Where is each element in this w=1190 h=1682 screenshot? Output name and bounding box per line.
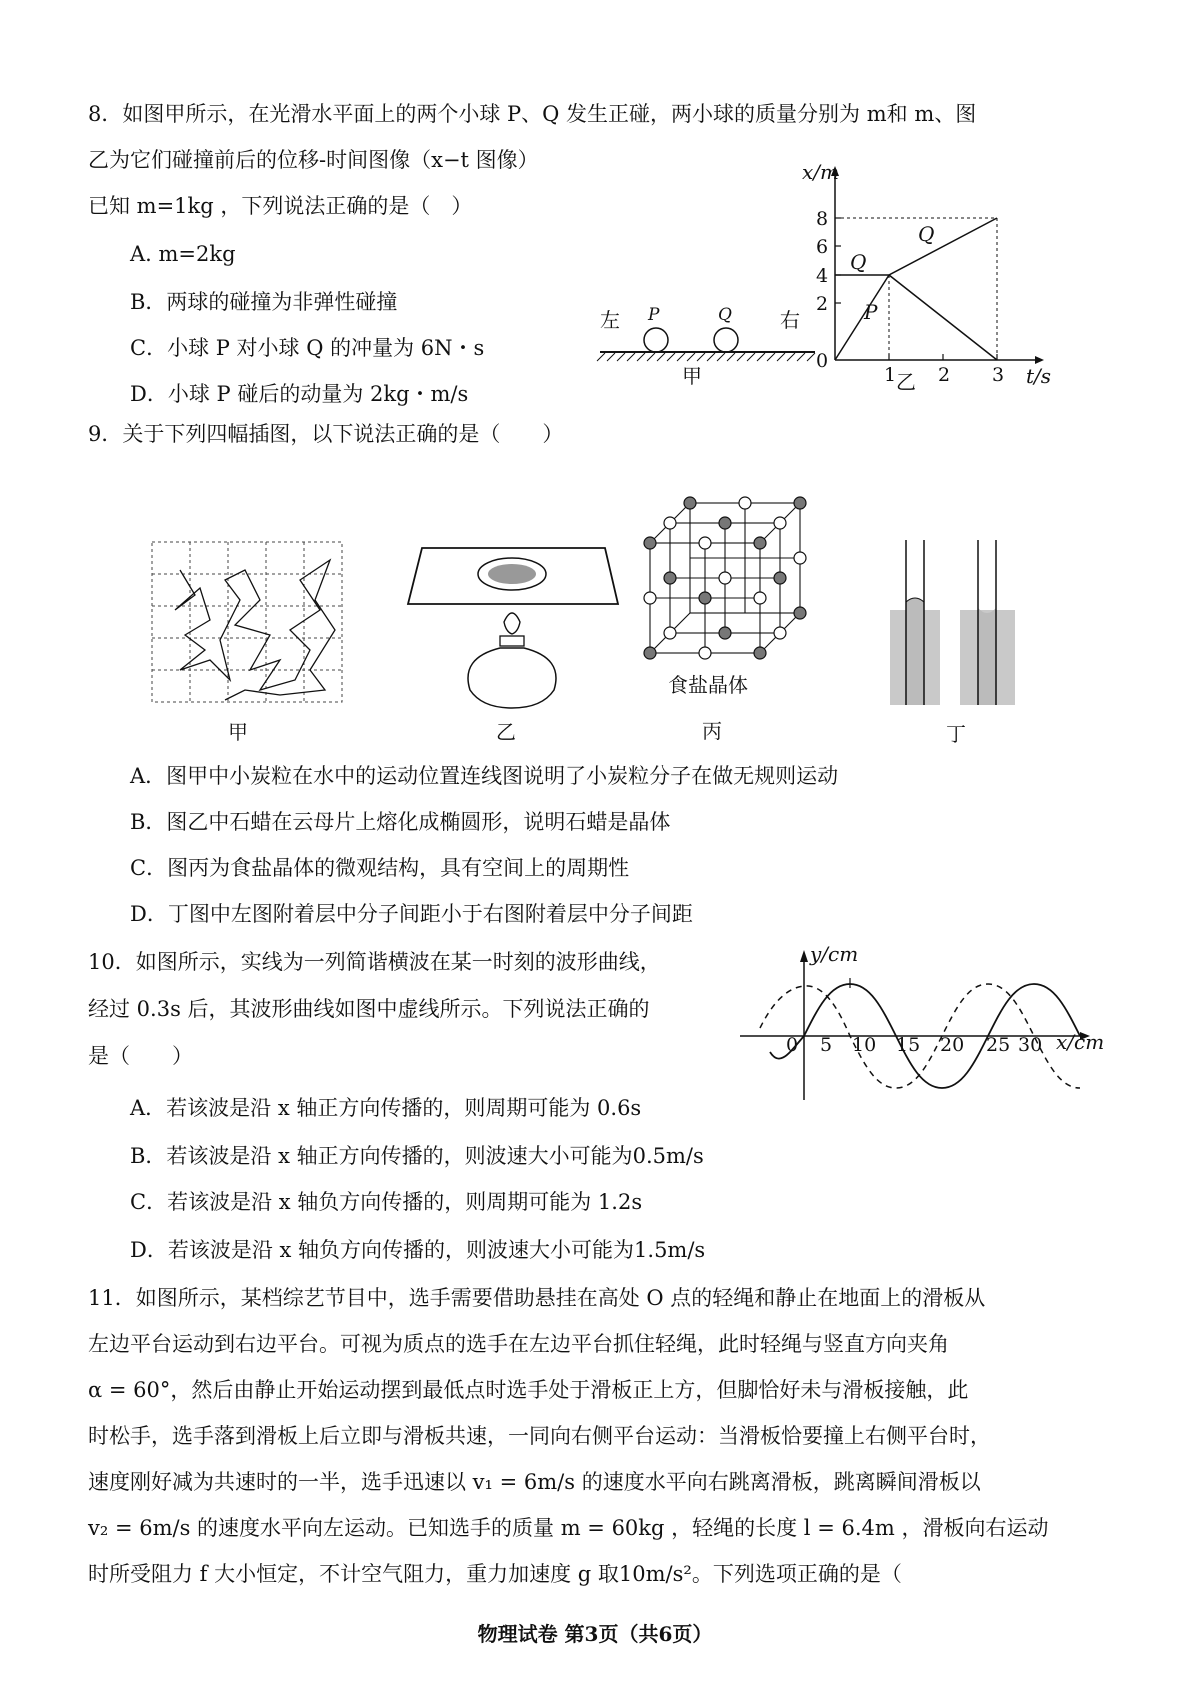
wave-ylabel: y/cm — [810, 942, 859, 966]
ytick-8: 8 — [816, 208, 829, 230]
q10-stem-line2: 经过 0.3s 后，其波形曲线如图中虚线所示。下列说法正确的 — [88, 997, 650, 1021]
q8-stem-line2: 乙为它们碰撞前后的位移-时间图像（x−t 图像） — [88, 148, 539, 172]
q10-option-b: B．若该波是沿 x 轴正方向传播的，则波速大小可能为0.5m/s — [130, 1144, 704, 1168]
q8-option-c: C．小球 P 对小球 Q 的冲量为 6N・s — [130, 336, 485, 360]
brownian-grid — [150, 540, 350, 710]
label-right: 右 — [780, 308, 800, 332]
mica-lamp — [400, 540, 630, 710]
xtick-2: 2 — [938, 364, 951, 386]
caption-bing: 丙 — [702, 719, 722, 743]
xt-xlabel: t/s — [1026, 364, 1052, 388]
page-footer: 物理试卷 第3页（共6页） — [477, 1622, 713, 1646]
wave-xlabel: x/cm — [1056, 1030, 1105, 1054]
label-p: P — [864, 300, 878, 324]
q8-stem-line1: 8．如图甲所示，在光滑水平面上的两个小球 P、Q 发生正碰，两小球的质量分别为 m和 m、图 — [88, 102, 977, 126]
q9-figure-ding — [890, 540, 1020, 745]
q8-stem-line3: 已知 m=1kg ，下列说法正确的是（ ） — [88, 194, 473, 218]
caption-ding: 丁 — [946, 722, 966, 746]
wave-tick-5: 5 — [820, 1034, 833, 1056]
caption-yi: 乙 — [896, 370, 916, 394]
caption-jia-9: 甲 — [228, 720, 248, 744]
q8-figure-jia — [590, 305, 830, 400]
ball-q — [714, 328, 738, 352]
ytick-6: 6 — [816, 236, 829, 258]
q10-option-a: A．若该波是沿 x 轴正方向传播的，则周期可能为 0.6s — [130, 1096, 642, 1120]
q11-line1: 11．如图所示，某档综艺节目中，选手需要借助悬挂在高处 O 点的轻绳和静止在地面上的滑板从 — [88, 1286, 986, 1310]
xtick-1: 1 — [884, 364, 897, 386]
xt-ylabel: x/m — [802, 160, 839, 184]
q9-figure-bing — [640, 495, 810, 745]
ytick-0: 0 — [816, 350, 829, 372]
q11-line2: 左边平台运动到右边平台。可视为质点的选手在左边平台抓住轻绳，此时轻绳与竖直方向夹角 — [88, 1332, 949, 1356]
q9-option-a: A．图甲中小炭粒在水中的运动位置连线图说明了小炭粒分子在做无规则运动 — [130, 764, 839, 788]
q9-option-d: D．丁图中左图附着层中分子间距小于右图附着层中分子间距 — [130, 902, 693, 926]
q11-line3: α = 60°，然后由静止开始运动摆到最低点时选手处于滑板正上方，但脚恰好未与滑板接触，此 — [88, 1378, 969, 1402]
q8-option-a: A. m=2kg — [130, 242, 236, 266]
label-ball-p: P — [648, 305, 660, 325]
wave-tick-15: 15 — [896, 1034, 921, 1056]
ball-p — [644, 328, 668, 352]
q11-line6: v₂ = 6m/s 的速度水平向左运动。已知选手的质量 m = 60kg ，轻绳的长度 l = 6.4m ，滑板向右运动 — [88, 1516, 1049, 1540]
wave-tick-25: 25 — [986, 1034, 1011, 1056]
wave-tick-30: 30 — [1018, 1034, 1043, 1056]
q11-line7: 时所受阻力 f 大小恒定，不计空气阻力，重力加速度 g 取10m/s²。下列选项正确的是（ — [88, 1562, 902, 1586]
q8-option-b: B．两球的碰撞为非弹性碰撞 — [130, 290, 398, 314]
salt-crystal-lattice — [640, 495, 810, 665]
caption-yi-9: 乙 — [496, 720, 516, 744]
q10-option-d: D．若该波是沿 x 轴负方向传播的，则波速大小可能为1.5m/s — [130, 1238, 706, 1262]
q8-option-d: D．小球 P 碰后的动量为 2kg・m/s — [130, 382, 469, 406]
q9-figure-jia — [150, 540, 350, 745]
wave-tick-10: 10 — [852, 1034, 877, 1056]
salt-crystal-label: 食盐晶体 — [668, 673, 748, 697]
label-left: 左 — [600, 308, 620, 332]
q10-stem-line3: 是（ ） — [88, 1044, 193, 1068]
caption-jia: 甲 — [682, 364, 702, 388]
q11-line5: 速度刚好减为共速时的一半，选手迅速以 v₁ = 6m/s 的速度水平向右跳离滑板，跳离瞬间滑板以 — [88, 1470, 981, 1494]
wave-svg — [740, 948, 1120, 1108]
q8-figure-xt-graph — [800, 160, 1060, 400]
q9-option-c: C．图丙为食盐晶体的微观结构，具有空间上的周期性 — [130, 856, 630, 880]
label-q-before: Q — [850, 250, 867, 274]
q11-line4: 时松手，选手落到滑板上后立即与滑板共速，一同向右侧平台运动：当滑板恰要撞上右侧平台时， — [88, 1424, 991, 1448]
xt-graph-svg — [800, 160, 1060, 400]
ytick-2: 2 — [816, 293, 829, 315]
ytick-4: 4 — [816, 265, 829, 287]
q9-figure-yi — [400, 540, 630, 745]
q9-option-b: B．图乙中石蜡在云母片上熔化成椭圆形，说明石蜡是晶体 — [130, 810, 671, 834]
wave-tick-20: 20 — [940, 1034, 965, 1056]
q10-wave-graph — [740, 942, 1120, 1108]
q9-stem: 9．关于下列四幅插图，以下说法正确的是（ ） — [88, 422, 564, 446]
q10-stem-line1: 10．如图所示，实线为一列简谐横波在某一时刻的波形曲线， — [88, 950, 661, 974]
q10-option-c: C．若该波是沿 x 轴负方向传播的，则周期可能为 1.2s — [130, 1190, 643, 1214]
xtick-3: 3 — [992, 364, 1005, 386]
wave-tick-0: 0 — [786, 1034, 799, 1056]
label-ball-q: Q — [718, 305, 732, 325]
label-q-after: Q — [918, 222, 935, 246]
capillary-tubes — [890, 540, 1020, 710]
